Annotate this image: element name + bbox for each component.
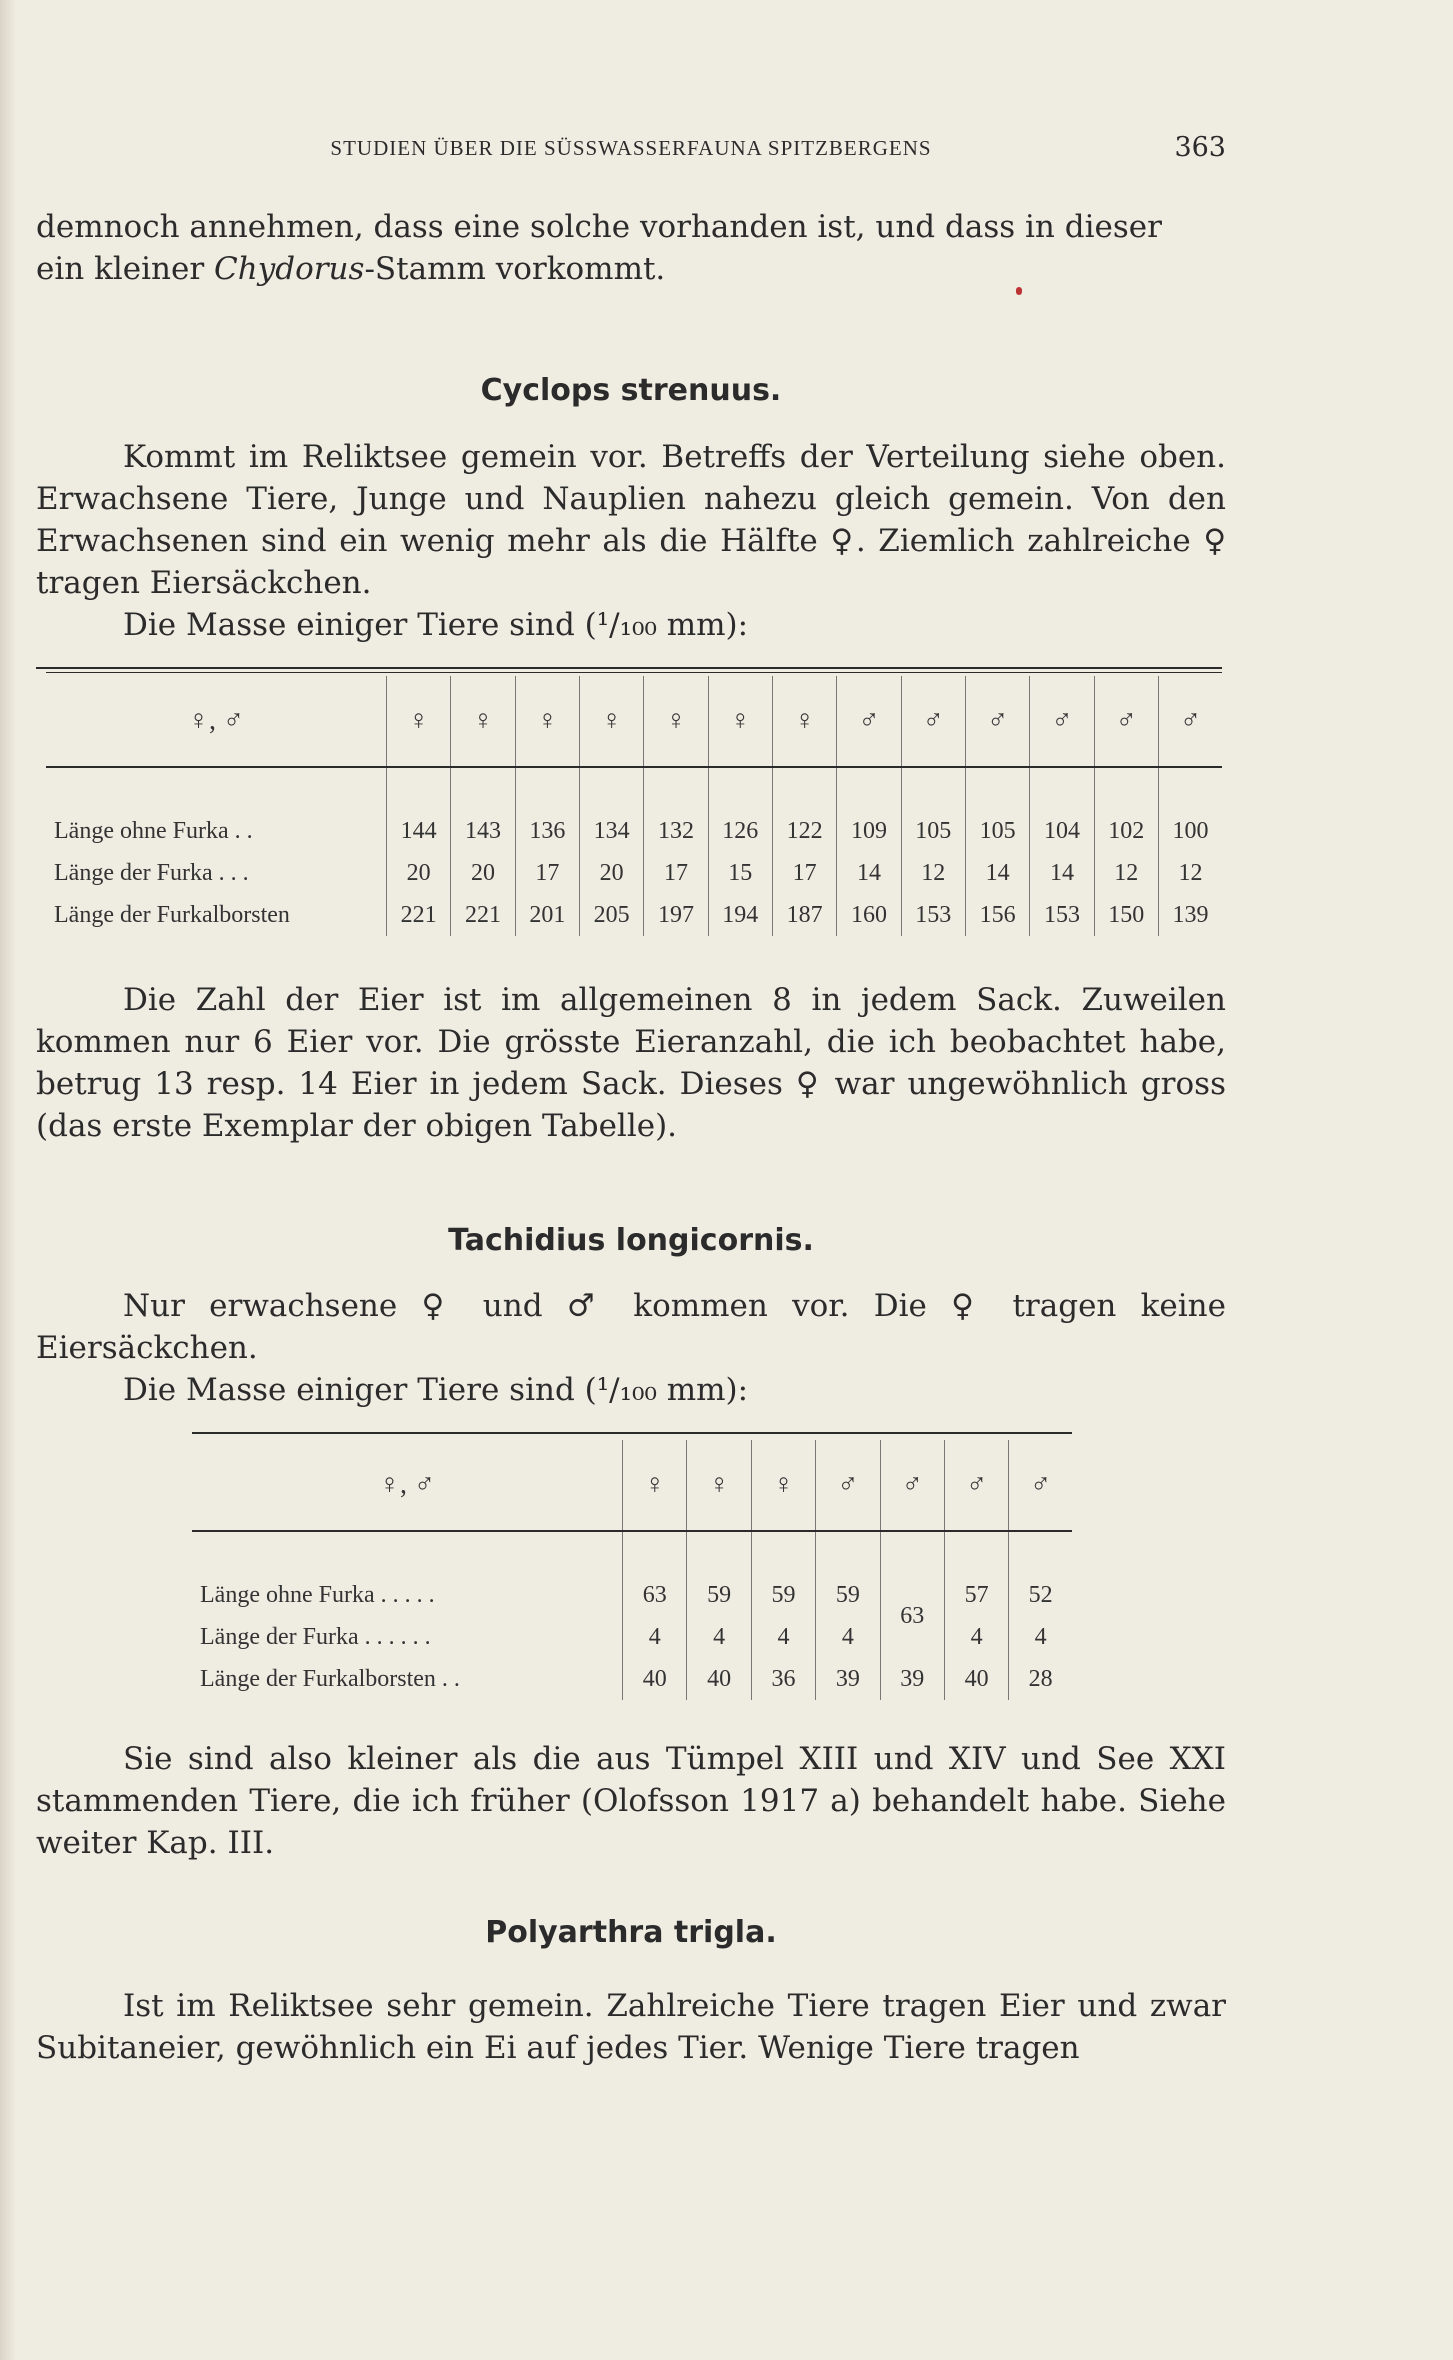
table-cell: 14 [837, 852, 901, 894]
intro-line-2-start: ein kleiner [36, 251, 215, 287]
row-label: Länge der Furka . . . [54, 859, 249, 886]
table-cell: 59 [751, 1574, 815, 1616]
table-header-label: ♀, ♂ [192, 1440, 623, 1531]
table-cell: 4 [687, 1616, 751, 1658]
row-label: Länge der Furka . . . . . . [200, 1623, 431, 1650]
spacer-cell [1009, 1531, 1072, 1574]
female-symbol-cell: ♀ [687, 1440, 751, 1531]
table-cell: 143 [451, 810, 515, 852]
intro-paragraph [36, 206, 1226, 290]
cyclops-measure-intro: Die Masse einiger Tiere sind (¹/₁₀₀ mm): [123, 607, 749, 643]
table-cell: 40 [944, 1658, 1008, 1700]
table-cell: 100 [1158, 810, 1222, 852]
table-cell: 197 [644, 894, 708, 936]
table-cell: 4 [623, 1616, 687, 1658]
table-row [46, 852, 1222, 894]
tachidius-comparison: Sie sind also kleiner als die aus Tümpel XIII und XIV und See XXI stammenden Tiere, die ich früher (Olofsson 1917 a) behandelt habe. Siehe weiter Kap. III. [36, 1741, 1226, 1861]
genus-name: Chydorus [214, 251, 365, 287]
table-cell: 63 [623, 1574, 687, 1616]
male-symbol-cell: ♂ [901, 676, 965, 767]
male-symbol-cell: ♂ [1094, 676, 1158, 767]
table-cell: 4 [751, 1616, 815, 1658]
section-heading-polyarthra: Polyarthra trigla. [485, 1915, 777, 1950]
spacer-cell [1158, 767, 1222, 810]
table2-top-rule [192, 1432, 1072, 1434]
table-cell: 150 [1094, 894, 1158, 936]
table-cell: 105 [901, 810, 965, 852]
female-symbol-cell: ♀ [644, 676, 708, 767]
male-symbol-cell: ♂ [837, 676, 901, 767]
tachidius-measure-intro: Die Masse einiger Tiere sind (¹/₁₀₀ mm): [123, 1372, 749, 1408]
cyclops-egg-paragraph: Die Zahl der Eier ist im allgemeinen 8 in jedem Sack. Zuweilen kommen nur 6 Eier vor. Die grösste Eieranzahl, die ich beobachtet habe, betrug 13 resp. 14 Eier in jedem Sack. Dieses ♀ war ungewöhnlich gross (das erste Exemplar der obigen Tabelle). [36, 982, 1226, 1144]
spacer-cell [965, 767, 1029, 810]
table-header-label: ♀, ♂ [46, 676, 387, 767]
table-cell: 201 [515, 894, 579, 936]
table-cell: 40 [623, 1658, 687, 1700]
table-cell: 187 [772, 894, 836, 936]
table-cell: 4 [1009, 1616, 1072, 1658]
tachidius-description: Nur erwachsene ♀ und ♂ kommen vor. Die ♀ tragen keine Eiersäckchen. [36, 1288, 1226, 1366]
table-cell: 144 [387, 810, 451, 852]
female-symbol-cell: ♀ [772, 676, 836, 767]
table-cell: 136 [515, 810, 579, 852]
male-symbol-cell: ♂ [944, 1440, 1008, 1531]
table-row [46, 894, 1222, 936]
section-heading-cyclops: Cyclops strenuus. [480, 373, 782, 408]
spacer-cell [623, 1531, 687, 1574]
female-symbol-cell: ♀ [451, 676, 515, 767]
spacer-cell [708, 767, 772, 810]
ink-speck [1016, 287, 1022, 295]
table-cell: 14 [965, 852, 1029, 894]
table-cell: 134 [579, 810, 643, 852]
table-cell: 221 [451, 894, 515, 936]
table-cell: 12 [1094, 852, 1158, 894]
spacer-cell [579, 767, 643, 810]
row-label: Länge der Furkalborsten [54, 901, 290, 928]
table-row [46, 810, 1222, 852]
male-symbol-cell: ♂ [816, 1440, 880, 1531]
table-cell: 57 [944, 1574, 1008, 1616]
table-cell: 28 [1009, 1658, 1072, 1700]
spacer-cell [1094, 767, 1158, 810]
table-cell: 40 [687, 1658, 751, 1700]
page-header [36, 132, 1226, 166]
table-cell: 4 [944, 1616, 1008, 1658]
spacer-cell [880, 1531, 944, 1574]
cyclops-measurement-table [46, 676, 1222, 936]
spacer-cell [46, 767, 387, 810]
female-symbol-cell: ♀ [515, 676, 579, 767]
merged-value-cell: 63 [880, 1574, 944, 1658]
female-symbol-cell: ♀ [751, 1440, 815, 1531]
spacer-cell [816, 1531, 880, 1574]
spacer-cell [387, 767, 451, 810]
spacer-cell [451, 767, 515, 810]
table-cell: 132 [644, 810, 708, 852]
table-cell: 20 [579, 852, 643, 894]
table-cell: 39 [816, 1658, 880, 1700]
table-cell: 102 [1094, 810, 1158, 852]
table-cell: 104 [1030, 810, 1094, 852]
table-cell: 12 [1158, 852, 1222, 894]
polyarthra-description: Ist im Reliktsee sehr gemein. Zahlreiche Tiere tragen Eier und zwar Subitaneier, gewöhnlich ein Ei auf jedes Tier. Wenige Tiere tragen [36, 1988, 1226, 2066]
female-symbol-cell: ♀ [579, 676, 643, 767]
male-symbol-cell: ♂ [880, 1440, 944, 1531]
table-cell: 194 [708, 894, 772, 936]
table-cell: 17 [772, 852, 836, 894]
intro-line-2-end: -Stamm vorkommt. [364, 251, 666, 287]
spacer-cell [751, 1531, 815, 1574]
table-cell: 59 [816, 1574, 880, 1616]
table-cell: 139 [1158, 894, 1222, 936]
table-cell: 221 [387, 894, 451, 936]
table-cell: 20 [387, 852, 451, 894]
table-row [192, 1658, 1072, 1700]
table-cell: 52 [1009, 1574, 1072, 1616]
table-cell: 156 [965, 894, 1029, 936]
male-symbol-cell: ♂ [1030, 676, 1094, 767]
table-cell: 205 [579, 894, 643, 936]
table-cell: 153 [1030, 894, 1094, 936]
spacer-cell [1030, 767, 1094, 810]
row-label: Länge ohne Furka . . [54, 817, 253, 844]
female-symbol-cell: ♀ [708, 676, 772, 767]
female-symbol-cell: ♀ [387, 676, 451, 767]
table-top-rule-thin [46, 672, 1222, 673]
table-cell: 14 [1030, 852, 1094, 894]
spacer-cell [687, 1531, 751, 1574]
row-label: Länge ohne Furka . . . . . [200, 1581, 435, 1608]
table-cell: 36 [751, 1658, 815, 1700]
cyclops-description: Kommt im Reliktsee gemein vor. Betreffs der Verteilung siehe oben. Erwachsene Tiere, Junge und Nauplien nahezu gleich gemein. Von den Erwachsenen sind ein wenig mehr als die Hälfte ♀. Ziemlich zahlreiche ♀ tragen Eiersäckchen. [36, 439, 1226, 601]
table-cell: 153 [901, 894, 965, 936]
table-cell: 12 [901, 852, 965, 894]
table-top-rule [36, 667, 1222, 669]
row-label: Länge der Furkalborsten . . [200, 1665, 460, 1692]
running-title: STUDIEN ÜBER DIE SÜSSWASSERFAUNA SPITZBERGENS [330, 136, 932, 160]
table-cell: 39 [880, 1658, 944, 1700]
spacer-cell [515, 767, 579, 810]
spacer-cell [944, 1531, 1008, 1574]
spacer-cell [901, 767, 965, 810]
table-cell: 122 [772, 810, 836, 852]
table-cell: 20 [451, 852, 515, 894]
table-cell: 15 [708, 852, 772, 894]
spacer-cell [192, 1531, 623, 1574]
table-cell: 105 [965, 810, 1029, 852]
table-cell: 109 [837, 810, 901, 852]
table-cell: 4 [816, 1616, 880, 1658]
table-cell: 59 [687, 1574, 751, 1616]
section-heading-tachidius: Tachidius longicornis. [448, 1223, 814, 1258]
table-cell: 126 [708, 810, 772, 852]
spacer-cell [644, 767, 708, 810]
spacer-cell [837, 767, 901, 810]
male-symbol-cell: ♂ [965, 676, 1029, 767]
tachidius-measurement-table [192, 1440, 1072, 1700]
spacer-cell [772, 767, 836, 810]
table-row [192, 1574, 1072, 1616]
table-cell: 17 [644, 852, 708, 894]
table-cell: 160 [837, 894, 901, 936]
male-symbol-cell: ♂ [1158, 676, 1222, 767]
page-number: 363 [1174, 132, 1226, 163]
male-symbol-cell: ♂ [1009, 1440, 1072, 1531]
table-cell: 17 [515, 852, 579, 894]
intro-line-1: demnoch annehmen, dass eine solche vorhanden ist, und dass in dieser [36, 209, 1162, 245]
female-symbol-cell: ♀ [623, 1440, 687, 1531]
